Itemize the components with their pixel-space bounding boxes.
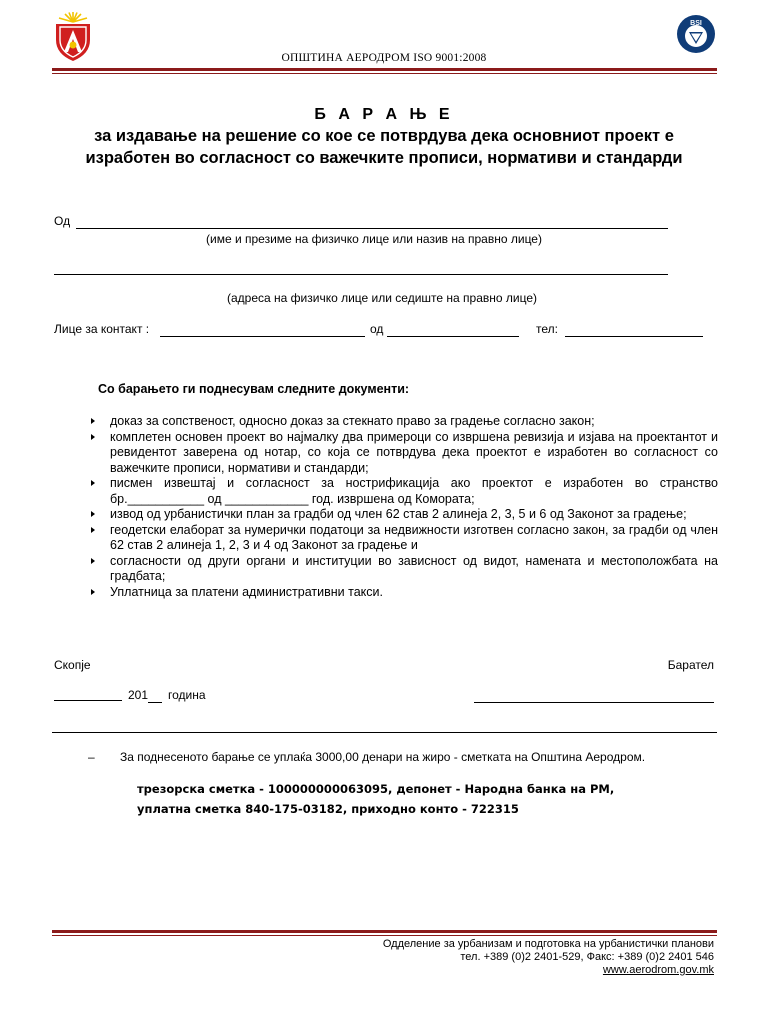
phone-label: тел: (536, 322, 558, 336)
footer-rule (52, 930, 717, 933)
applicant-label: Барател (667, 658, 714, 672)
contact-from-label: од (370, 322, 384, 336)
list-item: геодетски елаборат за нумерички податоци за недвижности изготвен согласно закон, за градби од член 62 став 2 алинеја 1, 2, 3 и 4 од Законот за градење и (88, 523, 718, 554)
date-year-prefix: 201 (128, 688, 149, 702)
footer-rule-thin (52, 935, 717, 936)
address-field[interactable] (54, 262, 668, 275)
date-day-field[interactable] (54, 688, 122, 701)
phone-field[interactable] (565, 324, 703, 337)
document-title: Б А Р А Њ Е (314, 106, 454, 123)
header-title: ОПШТИНА АЕРОДРОМ ISO 9001:2008 (281, 52, 487, 64)
date-year-field[interactable] (148, 690, 162, 703)
header-rule-thin (52, 73, 717, 74)
list-item: комплетен основен проект во најмалку два примероци со извршена ревизија и изјава на проектантот и ревидентот заверена од нотар, со која се потврдува дека проектот е изработен во согласност со важечките прописи, нормативи и стандарди; (88, 430, 718, 477)
from-name-note: (име и презиме на физичко лице или назив на правно лице) (206, 232, 542, 246)
footer-department: Одделение за урбанизам и подготовка на урбанистички планови (382, 938, 714, 950)
footer-website-link[interactable]: www.aerodrom.gov.mk (602, 964, 714, 976)
treasury-account: трезорска сметка - 100000000063095, депонет - Народна банка на РМ, (137, 782, 615, 796)
address-note: (адреса на физичко лице или седиште на правно лице) (227, 291, 537, 305)
date-year-suffix: година (168, 688, 206, 702)
contact-label: Лице за контакт : (54, 322, 150, 336)
from-name-field[interactable] (76, 216, 668, 229)
payment-dash: – (88, 750, 95, 764)
list-item: согласности од други органи и институции во зависност од видот, намената и местоположбата на градбата; (88, 554, 718, 585)
list-item: извод од урбанистички план за градби од член 62 став 2 алинеја 2, 3, 5 и 6 од Законот за градење; (88, 507, 718, 523)
applicant-signature-field[interactable] (474, 690, 714, 703)
bsi-label: BSI (690, 20, 702, 27)
payment-account: уплатна сметка 840-175-03182, приходно конто - 722315 (137, 802, 519, 816)
document-subtitle-line1: за издавање на решение со кое се потврдува дека основниот проект е (94, 127, 674, 145)
document-subtitle-line2: изработен во согласност со важечките прописи, нормативи и стандарди (85, 149, 683, 167)
header-rule (52, 68, 717, 71)
from-label: Од (54, 214, 71, 228)
list-item: писмен извештај и согласност за нострификација ако проектот е изработен во странство бр.___________ од ____________ год. извршена од Комората; (88, 476, 718, 507)
documents-list (88, 414, 718, 600)
list-item: доказ за сопственост, односно доказ за стекнато право за градење согласно закон; (88, 414, 718, 430)
list-item: Уплатница за платени административни такси. (88, 585, 718, 601)
bsi-certification-icon (676, 14, 716, 54)
payment-note: За поднесеното барање се уплаќа 3000,00 денари на жиро - сметката на Општина Аеродром. (120, 750, 646, 764)
documents-heading: Со барањето ги поднесувам следните документи: (98, 382, 410, 396)
section-divider (52, 732, 717, 733)
city-label: Скопје (54, 658, 91, 672)
footer-contact: тел. +389 (0)2 2401-529, Факс: +389 (0)2 2401 546 (460, 951, 714, 963)
contact-person-field[interactable] (160, 324, 365, 337)
contact-from-field[interactable] (387, 324, 519, 337)
